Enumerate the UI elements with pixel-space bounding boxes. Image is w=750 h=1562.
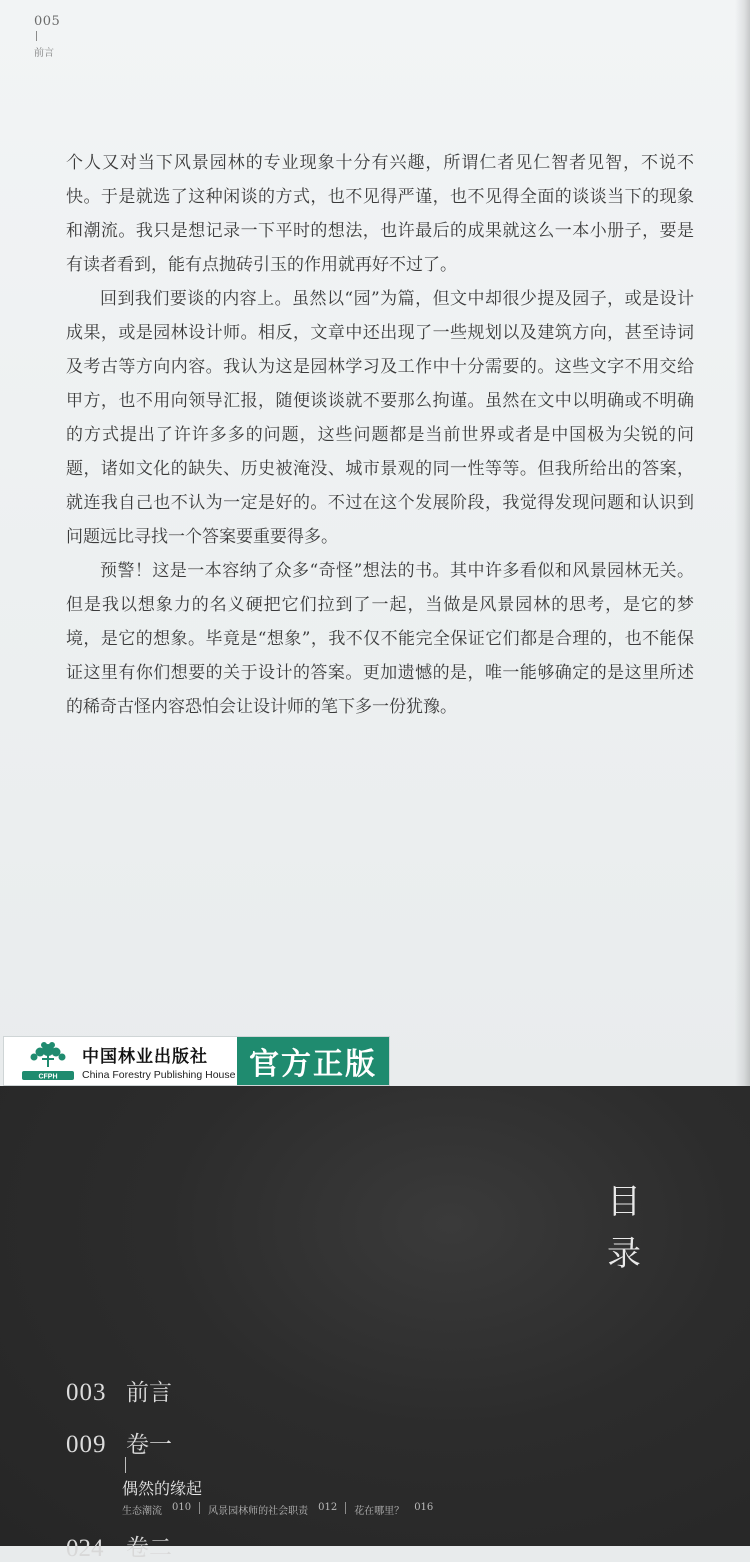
paragraph-3: 预警！这是一本容纳了众多“奇怪”想法的书。其中许多看似和风景园林无关。但是我以想象力的名义硬把它们拉到了一起，当做是风景园林的思考，是它的梦境，是它的想象。毕竟是“想象”，我不仅不能完全保证它们都是合理的，也不能保证这里有你们想要的关于设计的答案。更加遗憾的是，唯一能够确定的是这里所述的稀奇古怪内容恐怕会让设计师的笔下多一份犹豫。 <box>66 561 694 717</box>
logo-text: CFPH <box>38 1073 58 1081</box>
page-number: 005 <box>34 14 61 29</box>
toc-subentry <box>122 1502 199 1517</box>
toc-entry-number: 009 <box>66 1431 107 1458</box>
publisher-banner <box>3 1036 390 1086</box>
toc-entry <box>66 1374 172 1426</box>
toc-subentry-divider <box>345 1502 346 1514</box>
toc-subentry-divider <box>199 1502 200 1514</box>
toc-entry-partial <box>66 1536 172 1561</box>
toc-subentry-page: 010 <box>172 1502 192 1513</box>
page-edge-shadow <box>735 0 750 1086</box>
toc-chapter-title: 偶然的缘起 <box>122 1479 203 1498</box>
section-label: 前言 <box>34 48 54 59</box>
toc-subentry-page: 012 <box>318 1502 338 1513</box>
toc-subentry-title: 风景园林师的社会职责 <box>208 1506 309 1517</box>
toc-subentry <box>354 1502 441 1517</box>
toc-entry-label: 前言 <box>126 1380 172 1406</box>
toc-entry-number: 003 <box>66 1379 107 1406</box>
toc-entry <box>66 1426 172 1478</box>
publisher-names <box>82 1042 236 1081</box>
toc-chapter-divider <box>125 1457 126 1473</box>
toc-list <box>66 1374 172 1478</box>
toc-title-char-2: 录 <box>607 1234 641 1274</box>
toc-title-char-1: 目 <box>607 1182 641 1222</box>
toc-subentry-title: 生态潮流 <box>122 1506 162 1517</box>
toc-title <box>604 1176 644 1280</box>
publisher-name-cn: 中国林业出版社 <box>82 1046 208 1067</box>
paragraph-1: 个人又对当下风景园林的专业现象十分有兴趣，所谓仁者见仁智者见智，不说不快。于是就选了这种闲谈的方式，也不见得严谨，也不见得全面的谈谈当下的现象和潮流。我只是想记录一下平时的想法，也许最后的成果就这么一本小册子，要是有读者看到，能有点抛砖引玉的作用就再好不过了。 <box>66 153 694 275</box>
cfph-tree-logo-icon <box>20 1039 76 1083</box>
toc-entry-number: 024 <box>66 1535 104 1562</box>
toc-subentry-page: 016 <box>414 1502 434 1513</box>
page-header <box>34 14 60 59</box>
toc-entry-label: 卷一 <box>126 1432 172 1458</box>
header-divider <box>36 31 37 41</box>
publisher-name-en: China Forestry Publishing House <box>82 1068 236 1081</box>
preface-text <box>66 146 694 724</box>
toc-entry-label: 卷二 <box>126 1535 172 1561</box>
official-edition-badge: 官方正版 <box>237 1037 389 1085</box>
paragraph-2: 回到我们要谈的内容上。虽然以“园”为篇，但文中却很少提及园子，或是设计成果，或是园林设计师。相反，文章中还出现了一些规划以及建筑方向，甚至诗词及考古等方向内容。我认为这是园林学习及工作中十分需要的。这些文字不用交给甲方，也不用向领导汇报，随便谈谈就不要那么拘谨。虽然在文中以明确或不明确的方式提出了许许多多的问题，这些问题都是当前世界或者是中国极为尖锐的问题，诸如文化的缺失、历史被淹没、城市景观的同一性等等。但我所给出的答案，就连我自己也不认为一定是好的。不过在这个发展阶段，我觉得发现问题和认识到问题远比寻找一个答案要重要得多。 <box>66 289 694 547</box>
publisher-info <box>4 1037 237 1085</box>
toc-subentry <box>208 1502 345 1517</box>
toc-subentries <box>122 1502 441 1517</box>
toc-subentry-title: 花在哪里？ <box>354 1506 405 1517</box>
